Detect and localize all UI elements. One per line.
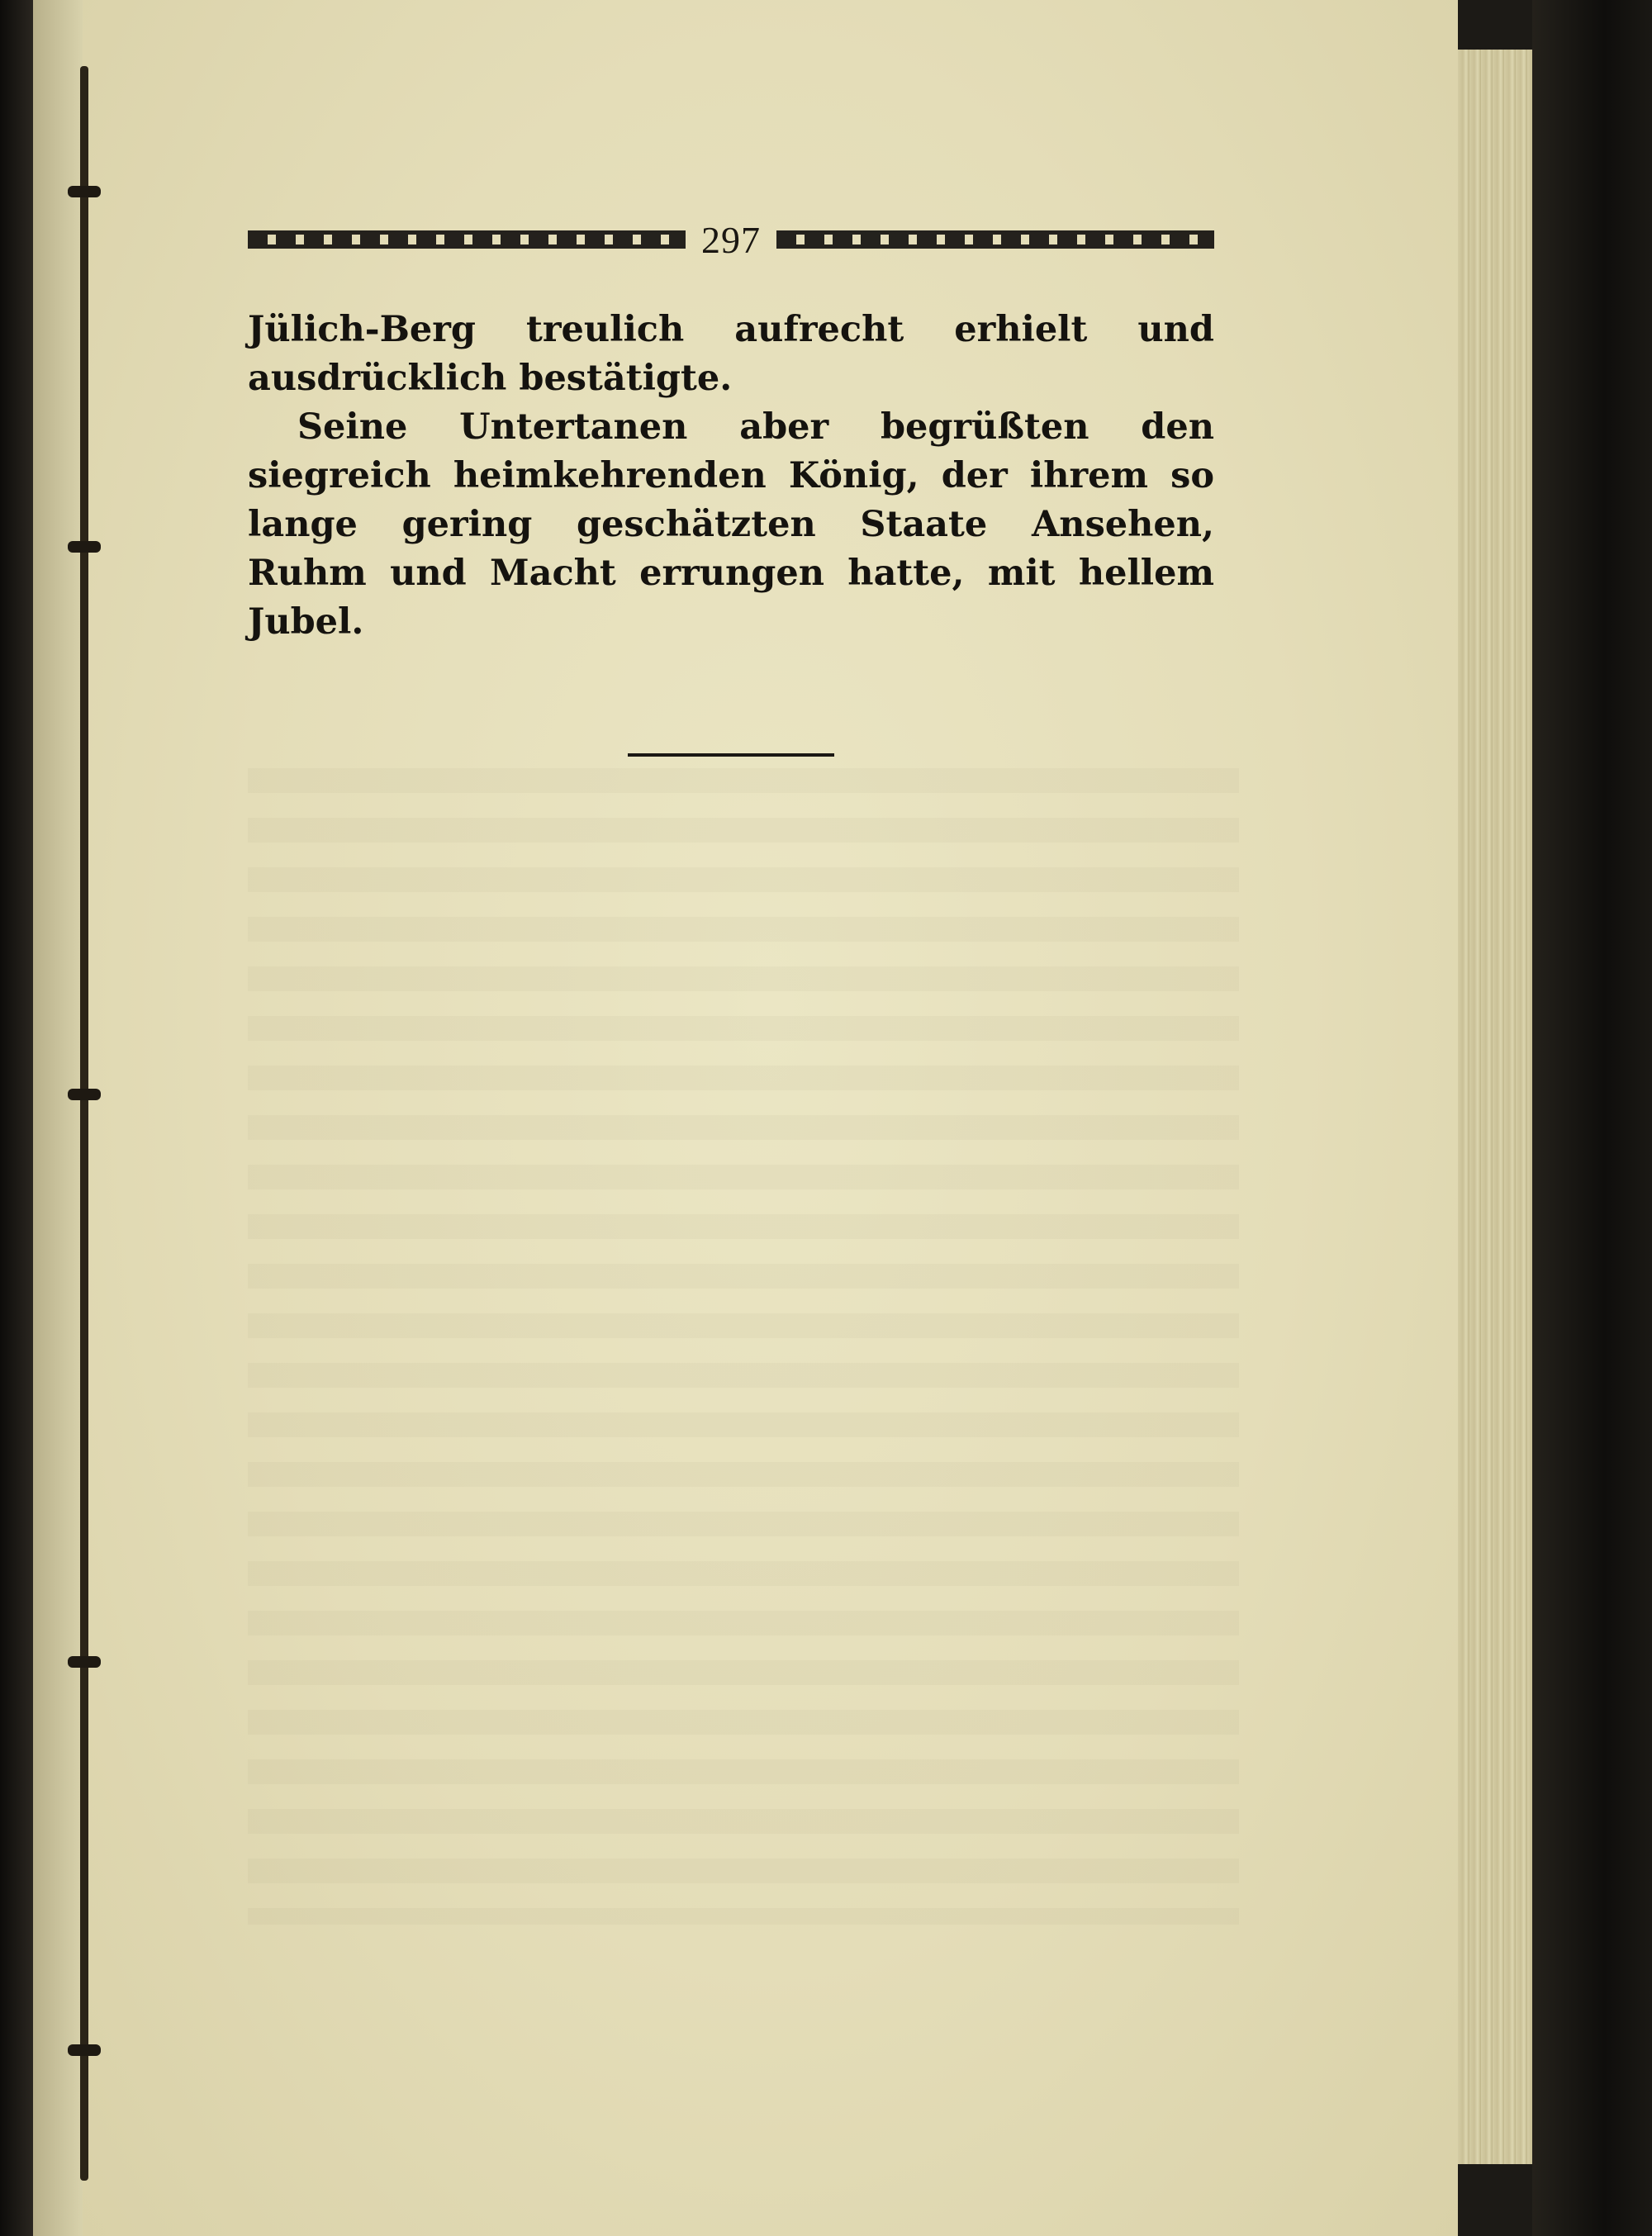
running-head xyxy=(248,216,1214,263)
binding-thread xyxy=(80,66,88,2181)
binding-stitch xyxy=(68,2044,101,2056)
book-cover-right xyxy=(1532,0,1652,2236)
paragraph: Seine Untertanen aber begrüßten den siegreich heimkehrenden König, der ihrem so lange gering geschätzten Staate Ansehen, Ruhm und Macht errungen hatte, mit hellem Jubel. xyxy=(248,406,1214,643)
binding-stitch xyxy=(68,541,101,553)
page-number: 297 xyxy=(701,218,761,261)
wave-border-ornament-icon xyxy=(248,230,686,249)
binding-stitch xyxy=(68,1089,101,1100)
binding-stitch xyxy=(68,186,101,197)
show-through-text xyxy=(248,768,1239,1925)
page-block-edges xyxy=(1458,50,1532,2164)
facing-page-edge xyxy=(33,0,83,2236)
binding-stitch xyxy=(68,1656,101,1668)
body-text xyxy=(248,306,1214,647)
wave-border-ornament-icon xyxy=(776,230,1214,249)
chapter-end-rule xyxy=(628,753,834,757)
paragraph: Jülich-Berg treulich aufrecht erhielt und ausdrücklich bestätigte. xyxy=(248,309,1214,399)
book-cover-left xyxy=(0,0,33,2236)
